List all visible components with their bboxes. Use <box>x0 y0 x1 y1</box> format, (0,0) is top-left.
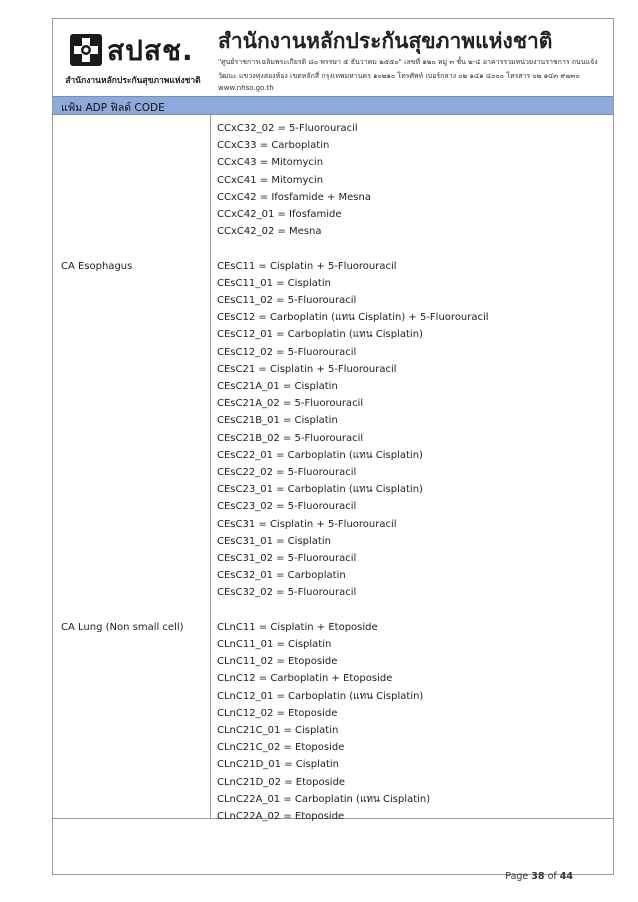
row-code: CCxC42_01 = Ifosfamide <box>217 209 342 220</box>
row-code: CLnC22A_01 = Carboplatin (แทน Cisplatin) <box>217 793 431 805</box>
of-label: of <box>547 871 557 882</box>
row-code: CEsC22_02 = 5-Fluorouracil <box>217 467 357 478</box>
row-code: CEsC31_02 = 5-Fluorouracil <box>217 553 357 564</box>
page-footer <box>505 871 573 882</box>
section-title: แฟ้ม ADP ฟิลด์ CODE <box>61 102 165 114</box>
row-code: CEsC22_01 = Carboplatin (แทน Cisplatin) <box>217 449 423 461</box>
row-code: CLnC21C_01 = Cisplatin <box>217 725 339 736</box>
row-code: CEsC12 = Carboplatin (แทน Cisplatin) + 5-Fluorouracil <box>217 312 489 324</box>
row-code: CCxC42 = Ifosfamide + Mesna <box>217 191 371 203</box>
page-number: 38 <box>531 871 545 882</box>
nhso-emblem-icon <box>69 33 103 67</box>
row-code: CCxC43 = Mitomycin <box>217 157 324 169</box>
logo-caption: สำนักงานหลักประกันสุขภาพแห่งชาติ <box>65 76 201 86</box>
address-line-1: "ศูนย์ราชการเฉลิมพระเกียรติ ๘๐ พรรษา ๕ ธันวาคม ๒๕๕๐" เลขที่ ๑๒๐ หมู่ ๓ ชั้น ๒-๔ อาคารรวมหน่วยงานราชการ ถนนแจ้ง <box>218 58 598 66</box>
row-code: CEsC21B_01 = Cisplatin <box>217 415 338 427</box>
row-category: CA Esophagus <box>61 260 133 272</box>
total-pages: 44 <box>559 871 573 882</box>
row-code: CEsC11_02 = 5-Fluorouracil <box>217 295 357 306</box>
row-code: CCxC42_02 = Mesna <box>217 226 322 238</box>
address-line-2: วัฒนะ แขวงทุ่งสองห้อง เขตหลักสี่ กรุงเทพมหานคร ๑๐๒๑๐ โทรศัพท์ เบอร์กลาง ๐๒ ๑๔๑ ๔๐๐๐ โทรสาร ๐๒ ๑๔๓ ๙๗๓๐ <box>218 72 580 80</box>
row-code: CEsC31_01 = Cisplatin <box>217 535 331 547</box>
row-code: CLnC22A_02 = Etoposide <box>217 811 345 822</box>
row-code: CCxC41 = Mitomycin <box>217 174 324 186</box>
row-code: CLnC11_01 = Cisplatin <box>217 639 332 650</box>
row-code: CCxC32_02 = 5-Fluorouracil <box>217 123 358 134</box>
row-code: CEsC21 = Cisplatin + 5-Fluorouracil <box>217 363 397 375</box>
organization-title: สำนักงานหลักประกันสุขภาพแห่งชาติ <box>218 29 553 53</box>
row-code: CCxC33 = Carboplatin <box>217 140 330 152</box>
row-code: CLnC12_02 = Etoposide <box>217 707 338 719</box>
row-code: CEsC12_02 = 5-Fluorouracil <box>217 346 357 358</box>
row-code: CEsC11 = Cisplatin + 5-Fluorouracil <box>217 260 397 272</box>
row-code: CEsC23_01 = Carboplatin (แทน Cisplatin) <box>217 484 423 496</box>
row-code: CLnC21D_02 = Etoposide <box>217 776 346 788</box>
column-divider <box>210 115 211 818</box>
row-code: CEsC23_02 = 5-Fluorouracil <box>217 501 357 513</box>
nhso-logo <box>57 27 209 91</box>
row-code: CLnC21D_01 = Cisplatin <box>217 759 340 771</box>
code-table <box>53 115 613 822</box>
row-code: CLnC12_01 = Carboplatin (แทน Cisplatin) <box>217 690 424 702</box>
row-code: CLnC11 = Cisplatin + Etoposide <box>217 621 378 633</box>
row-code: CEsC32_01 = Carboplatin <box>217 570 346 582</box>
document-page <box>52 18 614 882</box>
letterhead <box>53 19 613 95</box>
website-link[interactable]: www.nhso.go.th <box>218 84 274 92</box>
row-code: CEsC11_01 = Cisplatin <box>217 277 331 289</box>
row-code: CEsC21B_02 = 5-Fluorouracil <box>217 432 364 444</box>
section-header-bar <box>53 96 613 115</box>
logo-wordmark: สปสช. <box>107 34 194 67</box>
row-code: CEsC32_02 = 5-Fluorouracil <box>217 587 357 599</box>
page-label: Page <box>505 871 529 882</box>
row-code: CLnC12 = Carboplatin + Etoposide <box>217 673 393 685</box>
row-code: CEsC12_01 = Carboplatin (แทน Cisplatin) <box>217 329 423 341</box>
row-code: CLnC21C_02 = Etoposide <box>217 742 345 754</box>
row-code: CEsC21A_01 = Cisplatin <box>217 381 338 392</box>
row-code: CEsC31 = Cisplatin + 5-Fluorouracil <box>217 518 397 530</box>
row-category: CA Lung (Non small cell) <box>61 621 184 633</box>
row-code: CEsC21A_02 = 5-Fluorouracil <box>217 398 364 410</box>
row-code: CLnC11_02 = Etoposide <box>217 656 338 668</box>
